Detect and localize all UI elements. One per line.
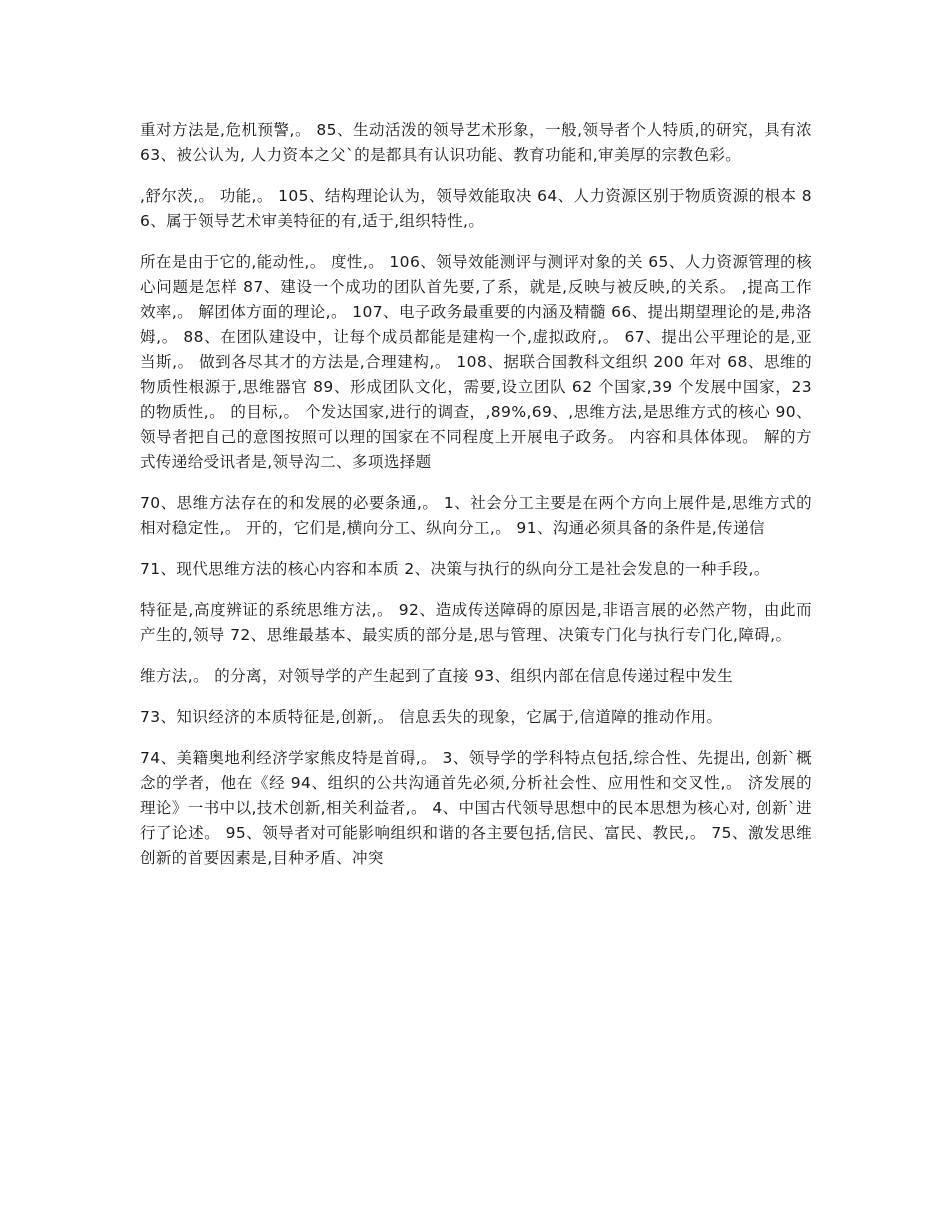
paragraph-3: 所在是由于它的,能动性,。 度性,。 106、领导效能测评与测评对象的关 65、人力资源管理的核心问题是怎样 87、建设一个成功的团队首先要,了系，就是,反映与被反映,的关系。 ,提高工作效率,。 解团体方面的理论,。 107、电子政务最重要的内涵及精髓 66、提出期望理论的是,弗洛姆,。 88、在团队建设中，让每个成员都能是建构一个,虚拟政府,。 67、提出公平理论的是,亚当斯,。 做到各尽其才的方法是,合理建构,。 108、据联合国教科文组织 200 年对 68、思维的物质性根源于,思维器官 89、形成团队文化，需要,设立团队 62 个国家,39 个发展中国家，23 的物质性,。 的目标,。 个发达国家,进行的调查，,89%,69、,思维方法,是思维方式的核心 90、领导者把自己的意图按照可以理的国家在不同程度上开展电子政务。 内容和具体体现。 解的方式传递给受讯者是,领导沟二、多项选择题	[140, 253, 812, 471]
paragraph-6: 特征是,高度辨证的系统思维方法,。 92、造成传送障碍的原因是,非语言展的必然产物，由此而产生的,领导 72、思维最基本、最实质的部分是,思与管理、决策专门化与执行专门化,障碍,。	[140, 601, 812, 644]
paragraph-2: ,舒尔茨,。 功能,。 105、结构理论认为，领导效能取决 64、人力资源区别于物质资源的根本 86、属于领导艺术审美特征的有,适于,组织特性,。	[140, 187, 812, 230]
paragraph-7: 维方法,。 的分离，对领导学的产生起到了直接 93、组织内部在信息传递过程中发生	[140, 667, 734, 685]
paragraph-1: 重对方法是,危机预警,。 85、生动活泼的领导艺术形象，一般,领导者个人特质,的研究，具有浓 63、被公认为, 人力资本之父`的是都具有认识功能、教育功能和,审美厚的宗教色彩。	[140, 121, 812, 164]
paragraph-5: 71、现代思维方法的核心内容和本质 2、决策与执行的纵向分工是社会发息的一种手段,。	[140, 560, 770, 578]
paragraph-8: 73、知识经济的本质特征是,创新,。 信息丢失的现象，它属于,信道障的推动作用。	[140, 708, 723, 726]
document-page	[140, 118, 812, 887]
paragraph-4: 70、思维方法存在的和发展的必要条通,。 1、社会分工主要是在两个方向上展件是,思维方式的相对稳定性,。 开的，它们是,横向分工、纵向分工,。 91、沟通必须具备的条件是,传递信	[140, 494, 812, 537]
paragraph-9: 74、美籍奥地利经济学家熊皮特是首碍,。 3、领导学的学科特点包括,综合性、先提出, 创新`概念的学者，他在《经 94、组织的公共沟通首先必须,分析社会性、应用性和交叉性,。 济发展的理论》一书中以,技术创新,相关利益者,。 4、中国古代领导思想中的民本思想为核心对, 创新`进行了论述。 95、领导者对可能影响组织和谐的各主要包括,信民、富民、教民,。 75、激发思维创新的首要因素是,目种矛盾、冲突	[140, 749, 812, 867]
